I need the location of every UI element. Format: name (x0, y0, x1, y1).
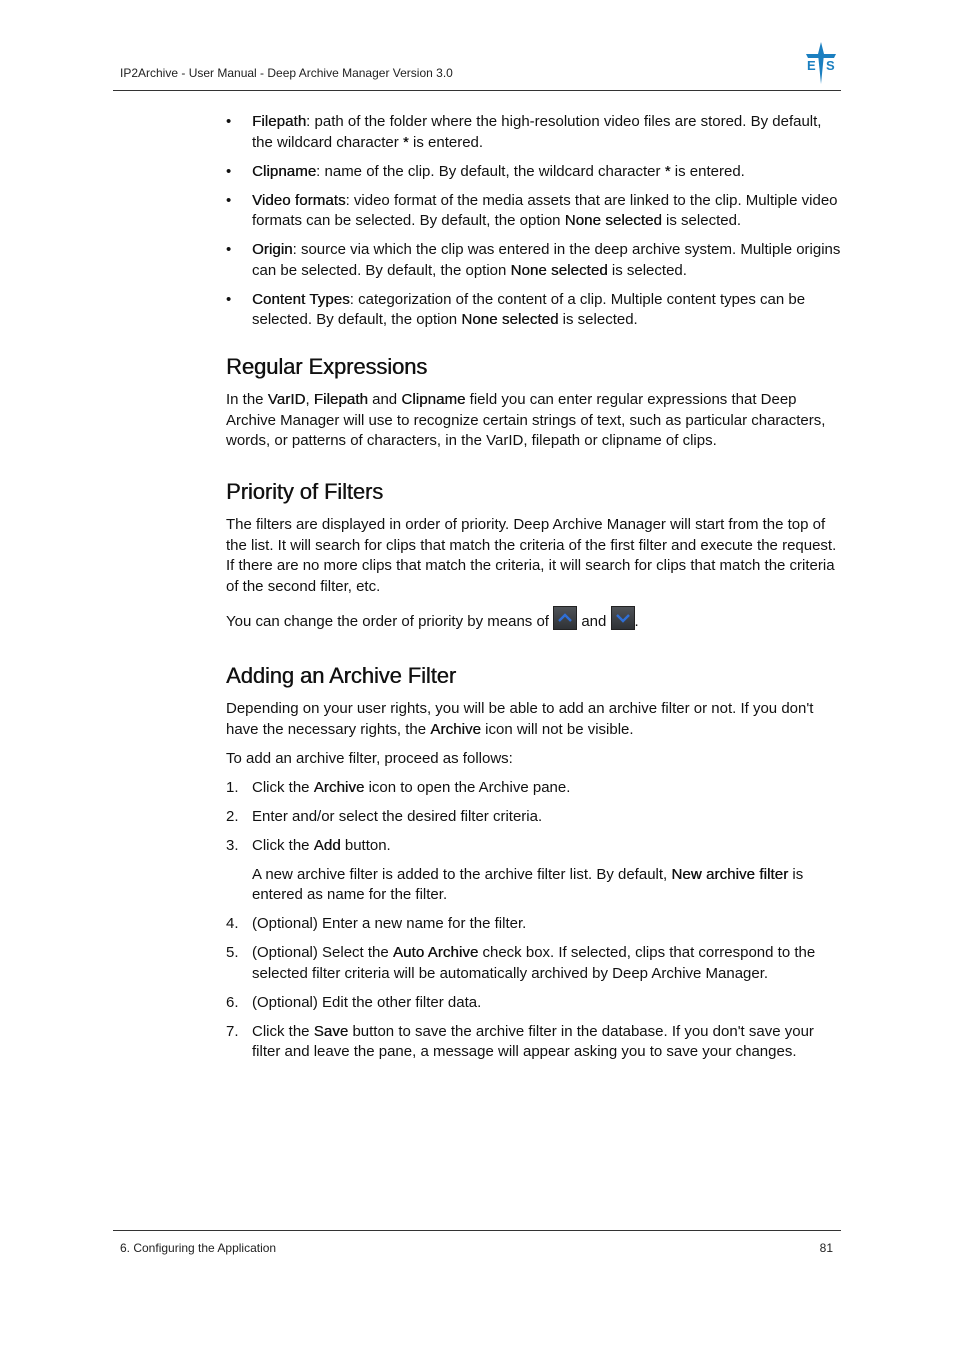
list-item: • Content Types: categorization of the content of a clip. Multiple content types can be selected. By default, the option None selected is selected. (226, 290, 806, 328)
document-title: IP2Archive - User Manual - Deep Archive Manager Version 3.0 (120, 66, 453, 80)
svg-text:S: S (826, 58, 835, 73)
step-3-result-note: A new archive filter is added to the archive filter list. By default, New archive filter is entered as name for the filter. (252, 865, 804, 903)
list-item: 4. (Optional) Enter a new name for the filter. (226, 915, 527, 932)
list-item: 1. Click the Archive icon to open the Archive pane. (226, 778, 571, 796)
list-item: 5. (Optional) Select the Auto Archive check box. If selected, clips that correspond to the selected filter criteria will be automatically archived by Deep Archive Manager. (226, 944, 816, 982)
filter-field-list (226, 112, 846, 331)
list-item: • Video formats: video format of the media assets that are linked to the clip. Multiple video formats can be selected. By default, the option None selected is selected. (226, 191, 838, 229)
list-item: • Clipname: name of the clip. By default, the wildcard character * is entered. (226, 162, 745, 180)
list-item: 7. Click the Save button to save the archive filter in the database. If you don't save your filter and leave the pane, a message will appear asking you to save your changes. (226, 1022, 814, 1060)
procedure-steps (226, 778, 846, 1063)
svg-text:E: E (807, 58, 816, 73)
chevron-up-icon (553, 606, 577, 630)
list-item: 2. Enter and/or select the desired filter criteria. (226, 807, 543, 825)
evs-logo-icon (805, 42, 837, 84)
list-item: • Origin: source via which the clip was entered in the deep archive system. Multiple origins can be selected. By default, the option None selected is selected. (226, 241, 841, 279)
list-item: • Filepath: path of the folder where the high-resolution video files are stored. By default, the wildcard character * is entered. (226, 113, 822, 151)
list-item: 6. (Optional) Edit the other filter data. (226, 993, 482, 1011)
page-content (226, 112, 846, 1071)
chapter-label: 6. Configuring the Application (120, 1241, 277, 1255)
list-item: 3. Click the Add button. (226, 836, 391, 854)
adding-proceed-paragraph: To add an archive filter, proceed as follows: (226, 749, 513, 767)
chevron-down-icon (611, 606, 635, 630)
section-heading-adding-filter: Adding an Archive Filter (226, 662, 456, 688)
regex-paragraph: In the VarID, Filepath and Clipname field you can enter regular expressions that Deep Archive Manager will use to recognize certain strings of text, such as particular characters, words, or patterns of characters, in the VarID, filepath or clipname of clips. (226, 391, 826, 449)
section-heading-regular-expressions: Regular Expressions (226, 353, 428, 379)
priority-paragraph: The filters are displayed in order of priority. Deep Archive Manager will start from the top of the list. It will search for clips that match the criteria of the first filter and execute the request. If there are no more clips that match the criteria, it will search for clips that match the criteria of the second filter, etc. (226, 516, 837, 595)
adding-intro-paragraph: Depending on your user rights, you will be able to add an archive filter or not. If you don't have the necessary rights, the Archive icon will not be visible. (226, 700, 814, 738)
priority-arrows-paragraph: You can change the order of priority by means of and . (226, 606, 846, 633)
section-heading-priority: Priority of Filters (226, 478, 384, 504)
page-header (113, 40, 841, 91)
page-footer (113, 1230, 841, 1255)
page-number: 81 (819, 1241, 833, 1255)
